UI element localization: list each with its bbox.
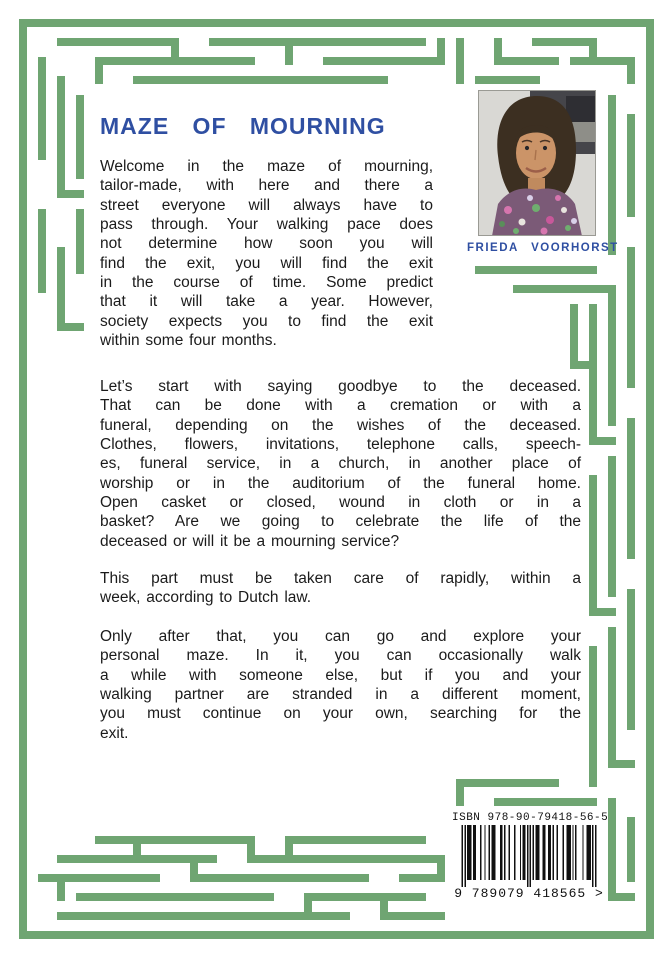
text-line: find the exit, you will find the exit bbox=[100, 254, 433, 272]
text-line: funeral, depending on the wishes of the deceased. bbox=[100, 416, 581, 434]
text-line: pass through. Your walking pace does bbox=[100, 216, 433, 234]
text-line: that it will take a year. However, bbox=[100, 293, 433, 311]
text-line: Only after that, you can go and explore your bbox=[100, 628, 581, 645]
paragraph-intro bbox=[100, 157, 433, 350]
text-line: That can be done with a cremation or with a bbox=[100, 397, 581, 415]
text-line: worship or in the auditorium of the funeral home. bbox=[100, 474, 581, 492]
text-line: in the course of time. Some predict bbox=[100, 274, 433, 292]
text-line: exit. bbox=[100, 724, 129, 742]
isbn-barcode-box bbox=[452, 810, 609, 912]
text-line: basket? Are we going to celebrate the life of the bbox=[100, 513, 581, 531]
text-line: you must continue on your own, searching for the bbox=[100, 705, 581, 723]
book-title: MAZE OF MOURNING bbox=[100, 113, 386, 139]
text-line: Welcome in the maze of mourning, bbox=[100, 158, 433, 175]
paragraph-dutch-law bbox=[100, 569, 581, 608]
text-line: Let’s start with saying goodbye to the deceased. bbox=[100, 378, 581, 395]
text-line: This part must be taken care of rapidly, within a bbox=[100, 570, 581, 587]
text-line: walking partner are stranded in a different moment, bbox=[100, 686, 581, 704]
author-name: FRIEDA VOORHORST bbox=[467, 242, 619, 254]
isbn-number: 9 789079 418565 > bbox=[454, 886, 604, 901]
text-line: deceased or will it be a mourning service? bbox=[100, 532, 400, 550]
text-line: Clothes, flowers, invitations, telephone calls, speech- bbox=[100, 436, 581, 454]
paragraph-goodbye bbox=[100, 377, 581, 551]
barcode-bars bbox=[459, 825, 599, 887]
isbn-label: ISBN 978-90-79418-56-5 bbox=[452, 812, 609, 824]
paragraph-personal-maze bbox=[100, 627, 581, 743]
text-line: personal maze. In it, you can occasionally walk bbox=[100, 647, 581, 665]
text-line: es, funeral service, in a church, in another place of bbox=[100, 455, 581, 473]
text-line: society expects you to find the exit bbox=[100, 312, 433, 330]
text-line: not determine how soon you will bbox=[100, 235, 433, 253]
text-line: street everyone will always have to bbox=[100, 196, 433, 214]
author-photo bbox=[478, 90, 596, 236]
text-line: week, according to Dutch law. bbox=[100, 589, 312, 607]
text-line: within some four months. bbox=[100, 332, 277, 350]
author-photo-box bbox=[467, 86, 619, 258]
text-line: Open casket or closed, wound in cloth or in a bbox=[100, 494, 581, 512]
text-line: a while with someone else, but if you and your bbox=[100, 666, 581, 684]
text-line: tailor-made, with here and there a bbox=[100, 177, 433, 195]
